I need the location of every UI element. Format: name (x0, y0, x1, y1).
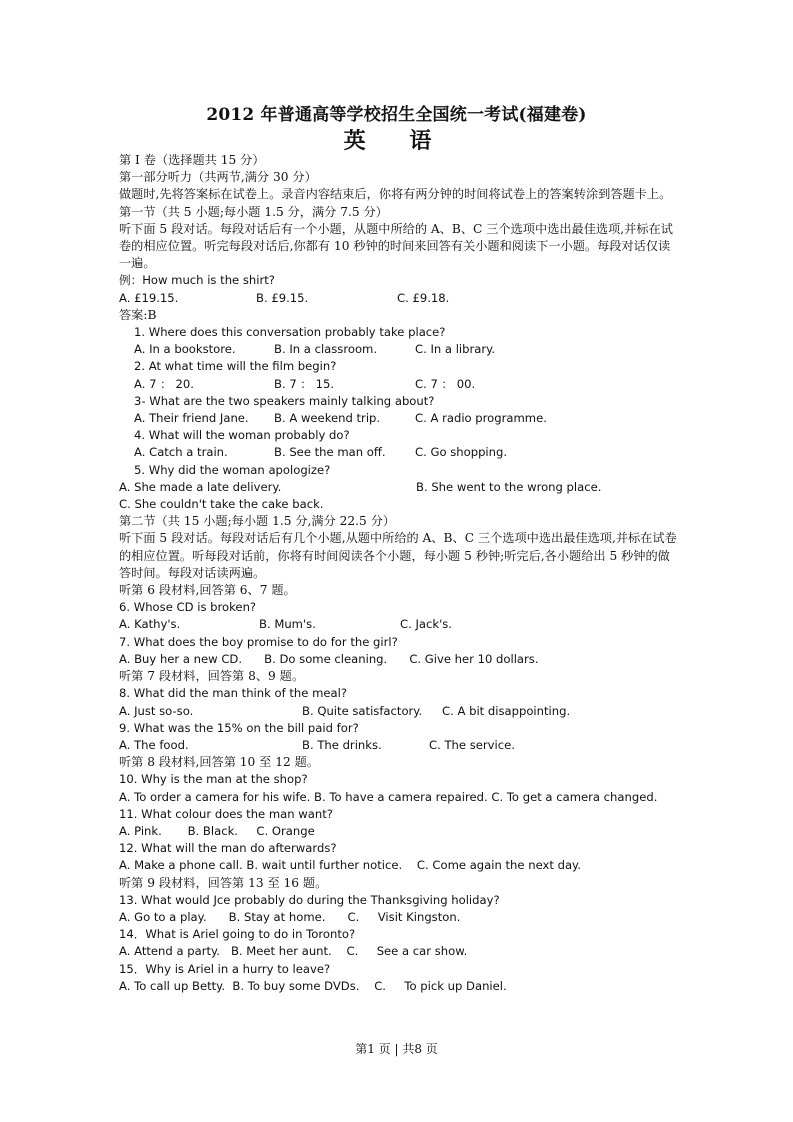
section2-instructions: 听下面 5 段对话。每段对话后有几个小题,从题中所给的 A、B、C 三个选项中选出最佳选项,并标在试卷的相应位置。听每段对话前，你将有时间阅读各个小题，每小题 5 秒钟;听完后,各小题给出 5 秒钟的做答时间。每段对话读两遍。 (119, 531, 677, 580)
options-row (119, 616, 679, 633)
question-2: 2. At what time will the film begin? (134, 359, 337, 374)
question: 13. What would Jce probably do during the Thanksgiving holiday? (119, 892, 500, 907)
option-b: B. See the man off. (274, 445, 386, 460)
instructions: 做题时,先将答案标在试卷上。录音内容结束后，你将有两分钟的时间将试卷上的答案转涂到答题卡上。 (119, 187, 672, 202)
option-a: A. Catch a train. (134, 445, 228, 460)
material-heading: 听第 8 段材料,回答第 10 至 12 题。 (119, 755, 319, 770)
option-c: C. £9.18. (397, 290, 450, 305)
material-heading: 听第 6 段材料,回答第 6、7 题。 (119, 583, 296, 598)
options-row (119, 737, 679, 754)
question-2-options (119, 376, 679, 393)
example-answer: 答案:B (119, 307, 157, 322)
option-a: A. The food. (119, 737, 189, 752)
question: 15．Why is Ariel in a hurry to leave? (119, 961, 331, 976)
exam-title: 2012 年普通高等学校招生全国统一考试(福建卷) (206, 105, 587, 125)
options-line: A. Buy her a new CD. B. Do some cleaning. C. Give her 10 dollars. (119, 651, 539, 666)
exam-content (119, 152, 679, 995)
question: 6. Whose CD is broken? (119, 600, 257, 615)
question-4-options (119, 444, 679, 461)
question: 9. What was the 15% on the bill paid for? (119, 720, 359, 735)
options-line: A. Make a phone call. B. wait until further notice. C. Come again the next day. (119, 858, 581, 873)
section-heading: 第一部分听力（共两节,满分 30 分） (119, 170, 317, 185)
option-a: A. 7 ： 20. (134, 376, 194, 391)
options-line: A. Pink. B. Black. C. Orange (119, 823, 315, 838)
question: 10. Why is the man at the shop? (119, 772, 308, 787)
question: 7. What does the boy promise to do for the girl? (119, 634, 398, 649)
question-5-options (119, 479, 679, 496)
question: 11. What colour does the man want? (119, 806, 333, 821)
question-4: 4. What will the woman probably do? (134, 428, 350, 443)
question: 14．What is Ariel going to do in Toronto? (119, 927, 356, 942)
option-a: A. £19.15. (119, 290, 179, 305)
question: 8. What did the man think of the meal? (119, 686, 348, 701)
option-b: B. The drinks. (302, 737, 382, 752)
option-b: B. She went to the wrong place. (416, 479, 602, 494)
option-c: C. A radio programme. (415, 411, 547, 426)
option-c: C. The service. (429, 737, 515, 752)
options-row (119, 703, 679, 720)
section1-instructions: 听下面 5 段对话。每段对话后有一个小题，从题中所给的 A、B、C 三个选项中选出最佳选项,并标在试卷的相应位置。听完每段对话后,你都有 10 秒钟的时间来回答有关小题和阅读下一小题。每段对话仅读一遍。 (119, 221, 673, 271)
option-b: B. £9.15. (256, 290, 309, 305)
example-question: 例：How much is the shirt? (119, 273, 275, 288)
option-b: B. In a classroom. (274, 342, 378, 357)
option-b: B. 7 ： 15. (274, 376, 335, 391)
option-a: A. Just so-so. (119, 703, 194, 718)
option-a: A. She made a late delivery. (119, 479, 282, 494)
option-a: A. In a bookstore. (134, 342, 236, 357)
example-options (119, 290, 679, 307)
subject-title: 英 语 (343, 128, 450, 154)
option-c: C. 7 ： 00. (415, 376, 476, 391)
option-b: B. A weekend trip. (274, 411, 381, 426)
material-heading: 听第 9 段材料，回答第 13 至 16 题。 (119, 875, 328, 890)
option-c: C. Jack's. (400, 617, 452, 632)
option-a: A. Kathy's. (119, 617, 181, 632)
options-line: A. Go to a play. B. Stay at home. C. Visit Kingston. (119, 909, 461, 924)
question-3-options (119, 410, 679, 427)
part-heading: 第 I 卷（选择题共 15 分） (119, 153, 265, 167)
option-c: C. Go shopping. (415, 445, 508, 460)
option-c: C. In a library. (415, 342, 496, 357)
options-line: A. Attend a party. B. Meet her aunt. C. See a car show. (119, 944, 468, 959)
question-1-options (119, 341, 679, 358)
option-c: C. She couldn't take the cake back. (119, 497, 324, 512)
material-heading: 听第 7 段材料，回答第 8、9 题。 (119, 669, 305, 684)
question-5: 5. Why did the woman apologize? (134, 462, 331, 477)
question: 12. What will the man do afterwards? (119, 841, 337, 856)
section2-questions (119, 582, 679, 995)
options-line: A. To call up Betty. B. To buy some DVDs. C. To pick up Daniel. (119, 978, 507, 993)
options-line: A. To order a camera for his wife. B. To have a camera repaired. C. To get a camera changed. (119, 789, 658, 804)
section2-heading: 第二节（共 15 小题;每小题 1.5 分,满分 22.5 分） (119, 514, 396, 529)
page-footer: 第1 页 | 共8 页 (355, 1042, 438, 1056)
option-c: C. A bit disappointing. (442, 703, 571, 718)
section1-questions (119, 324, 679, 462)
option-b: B. Quite satisfactory. (302, 703, 423, 718)
section1-heading: 第一节（共 5 小题;每小题 1.5 分，满分 7.5 分） (119, 204, 388, 219)
option-b: B. Mum's. (259, 617, 316, 632)
question-1: 1. Where does this conversation probably take place? (134, 325, 446, 340)
option-a: A. Their friend Jane. (134, 411, 249, 426)
question-3: 3- What are the two speakers mainly talking about? (134, 393, 435, 408)
